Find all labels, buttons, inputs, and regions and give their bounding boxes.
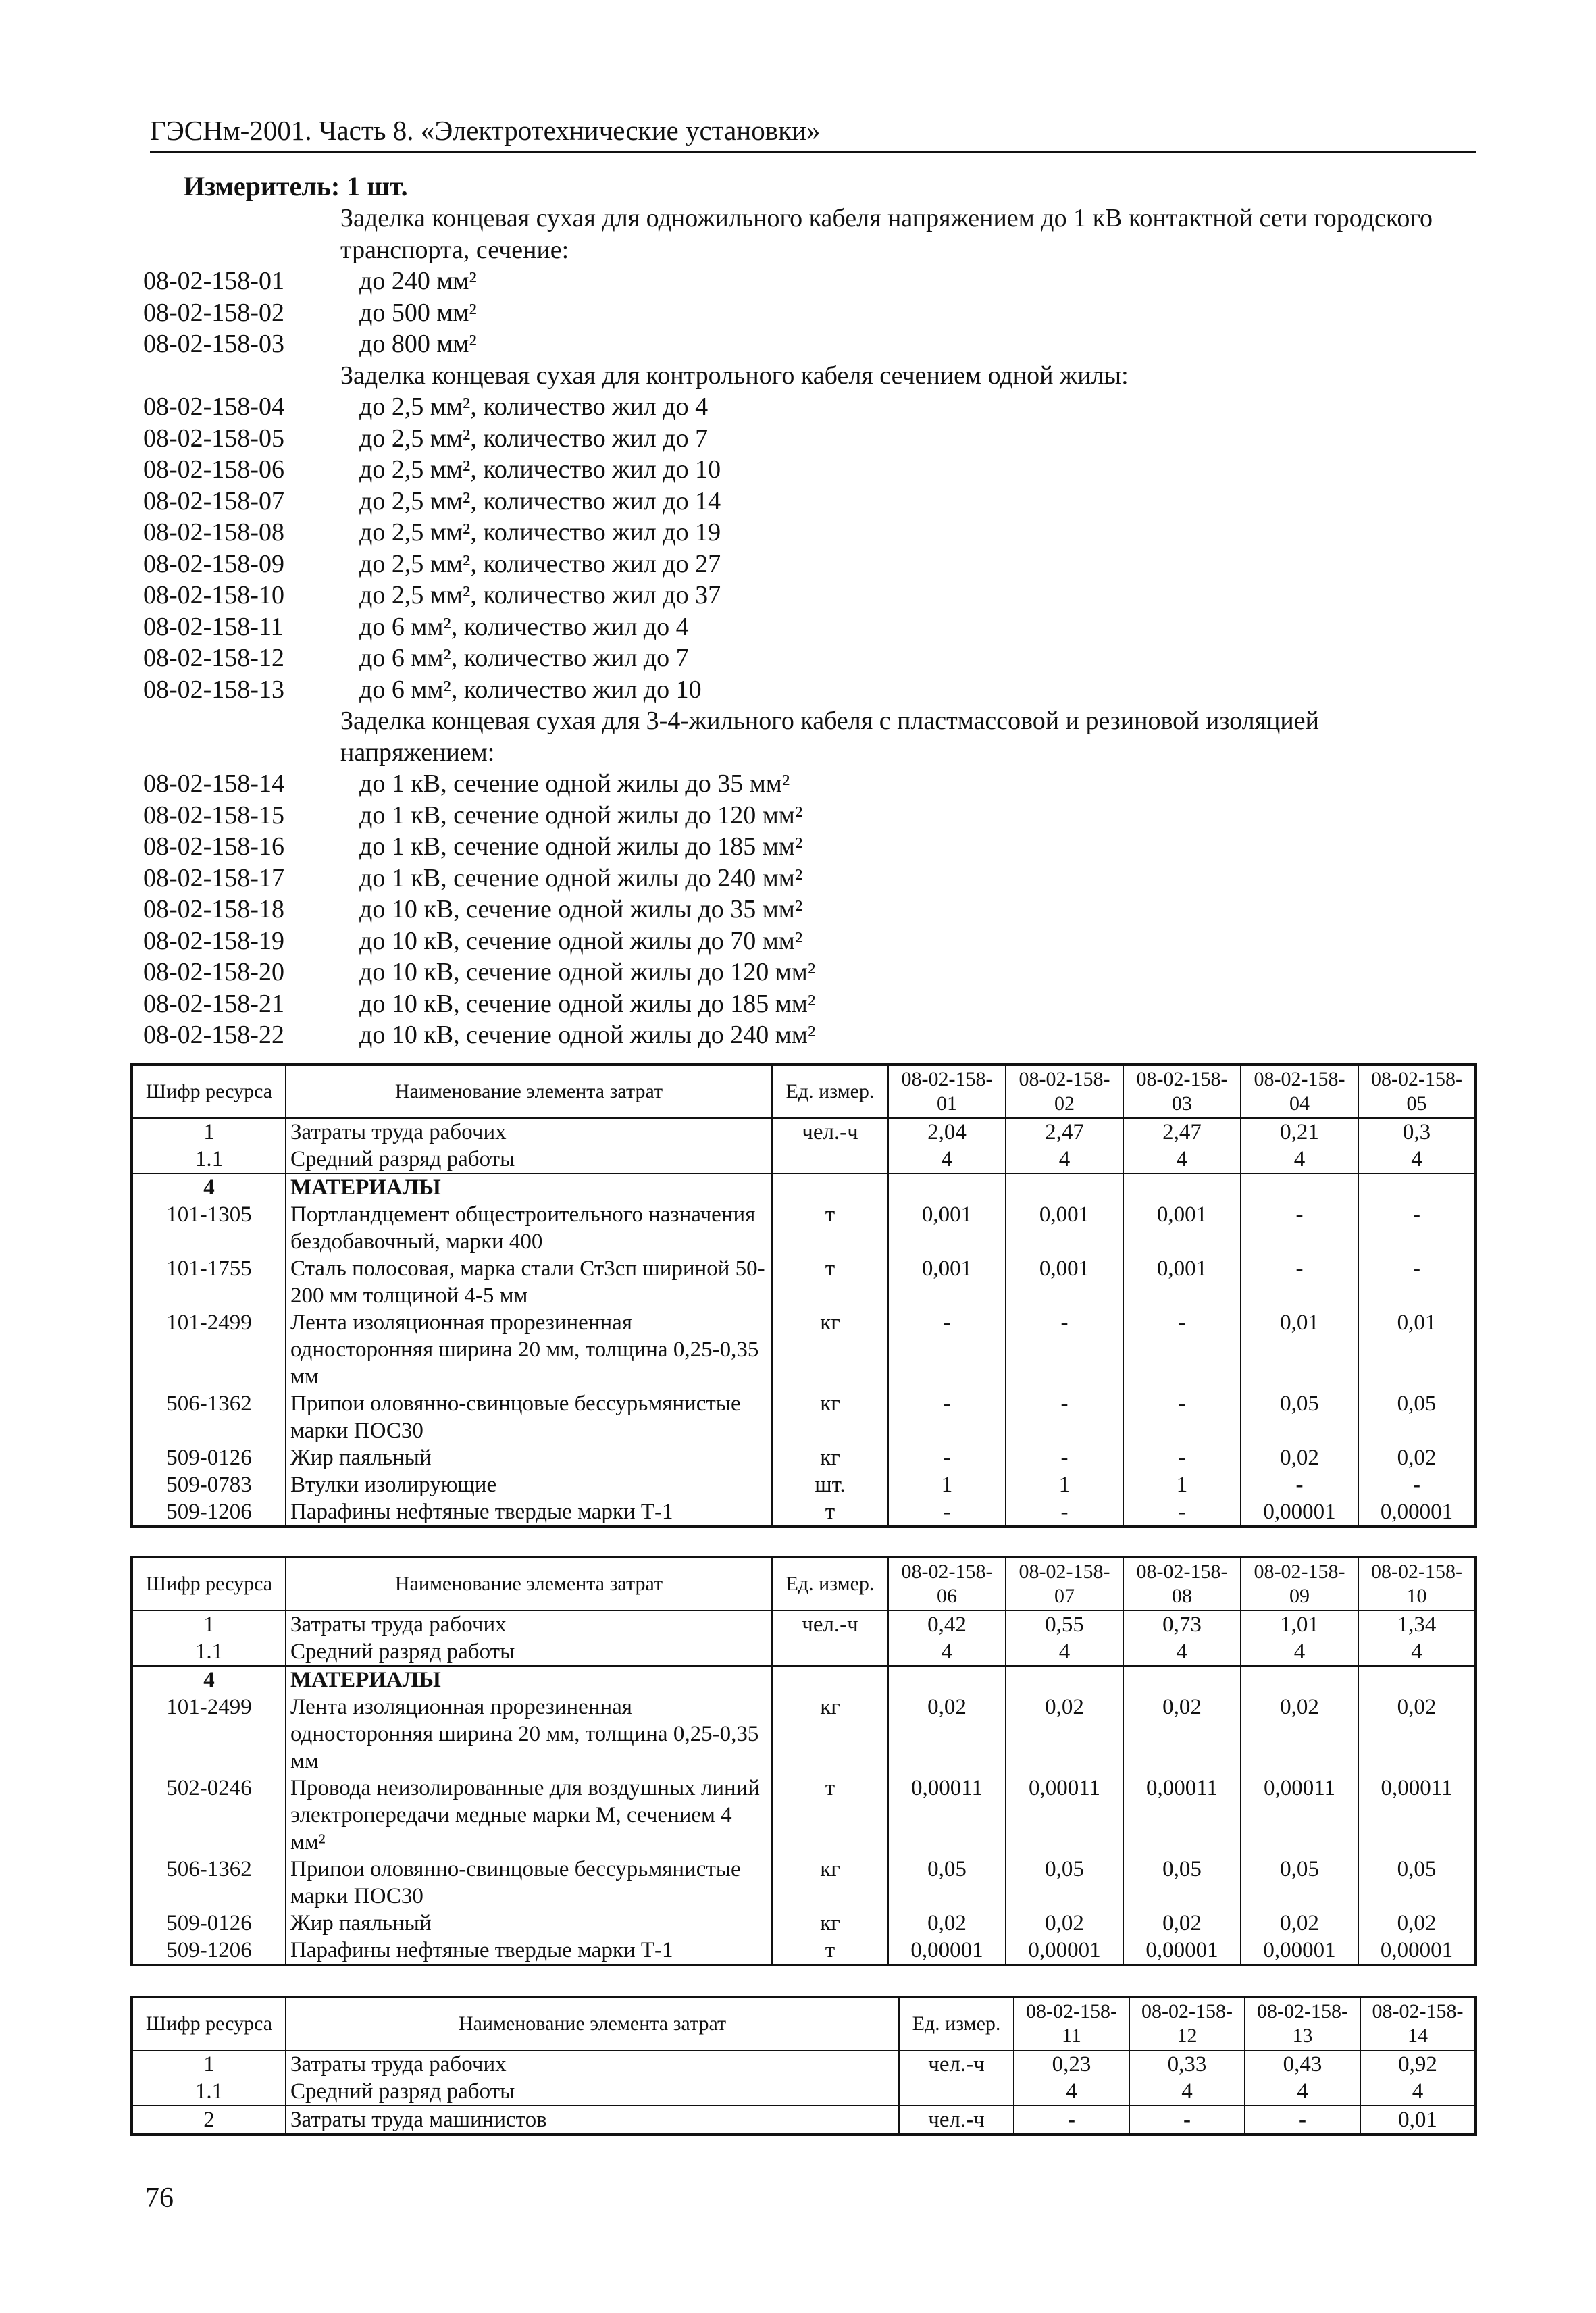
cell-value: 2,47 (1123, 1118, 1241, 1146)
cell-unit: кг (772, 1309, 888, 1390)
table-row (132, 1856, 1476, 1910)
cell-value: 4 (888, 1638, 1006, 1666)
cell-code: 1 (132, 1610, 286, 1638)
cell-unit: кг (772, 1444, 888, 1471)
header-unit: Ед. измер. (772, 1557, 888, 1610)
table-row (132, 1173, 1476, 1201)
spec-code: 08-02-158-16 (143, 832, 284, 861)
spec-code: 08-02-158-19 (143, 926, 284, 955)
cell-value: 0,23 (1014, 2050, 1129, 2078)
cell-unit: т (772, 1498, 888, 1527)
cell-value: 0,21 (1241, 1118, 1358, 1146)
spec-description: до 2,5 мм², количество жил до 10 (359, 455, 721, 484)
cell-name: Втулки изолирующие (286, 1471, 772, 1498)
spec-code: 08-02-158-08 (143, 518, 284, 547)
cell-code: 4 (132, 1666, 286, 1694)
cell-value: 0,05 (888, 1856, 1006, 1910)
cell-name: Парафины нефтяные твердые марки Т-1 (286, 1498, 772, 1527)
table-row (132, 1118, 1476, 1146)
cell-unit: чел.-ч (899, 2050, 1014, 2078)
spec-description: до 6 мм², количество жил до 4 (359, 612, 689, 641)
spec-description: до 1 кВ, сечение одной жилы до 35 мм² (359, 769, 790, 798)
table-row (132, 1610, 1476, 1638)
cell-name: Провода неизолированные для воздушных линий электропередачи медные марки М, сечением 4 мм² (286, 1775, 772, 1856)
cell-value: 0,01 (1358, 1309, 1476, 1390)
cell-name: Припои оловянно-свинцовые бессурьмянистые марки ПОС30 (286, 1390, 772, 1444)
spec-description: до 10 кВ, сечение одной жилы до 185 мм² (359, 989, 816, 1018)
resource-table-2 (130, 1556, 1477, 1966)
cell-value: 4 (1123, 1146, 1241, 1173)
cell-value: 4 (1241, 1146, 1358, 1173)
cell-value: 0,00001 (888, 1937, 1006, 1965)
table-row (132, 1694, 1476, 1775)
cell-value: 0,05 (1241, 1856, 1358, 1910)
cell-unit: т (772, 1775, 888, 1856)
spec-description: до 800 мм² (359, 330, 477, 358)
cell-code: 1.1 (132, 1146, 286, 1173)
cell-name: Затраты труда рабочих (286, 2050, 899, 2078)
spec-code: 08-02-158-11 (143, 612, 284, 641)
cell-unit: т (772, 1937, 888, 1965)
spec-description: до 1 кВ, сечение одной жилы до 120 мм² (359, 800, 803, 830)
spec-code: 08-02-158-04 (143, 392, 284, 421)
header-code: Шифр ресурса (132, 1557, 286, 1610)
table-row (132, 1638, 1476, 1666)
spec-item (143, 674, 1467, 706)
header-code: Шифр ресурса (132, 1065, 286, 1118)
spec-item (143, 423, 1467, 455)
specification-list (143, 203, 1467, 1051)
cell-value: - (1123, 1390, 1241, 1444)
cell-value: 4 (1014, 2078, 1129, 2106)
cell-name: Лента изоляционная прорезиненная односторонняя ширина 20 мм, толщина 0,25-0,35 мм (286, 1309, 772, 1390)
cell-value (1006, 1666, 1123, 1694)
spec-code: 08-02-158-15 (143, 800, 284, 830)
table-row (132, 1309, 1476, 1390)
cell-value: 0,02 (1123, 1910, 1241, 1937)
cell-value: 0,00011 (1241, 1775, 1358, 1856)
table-row (132, 2106, 1476, 2135)
spec-description: до 6 мм², количество жил до 7 (359, 644, 689, 672)
cell-unit: чел.-ч (899, 2106, 1014, 2135)
cell-value: - (888, 1390, 1006, 1444)
spec-description: до 2,5 мм², количество жил до 14 (359, 486, 721, 515)
cell-value (1123, 1173, 1241, 1201)
table-row (132, 1937, 1476, 1965)
table-row (132, 2078, 1476, 2106)
spec-item (143, 831, 1467, 863)
cell-value: 0,00001 (1241, 1937, 1358, 1965)
spec-code: 08-02-158-12 (143, 644, 284, 672)
cell-value: 0,02 (1006, 1910, 1123, 1937)
spec-item (143, 863, 1467, 894)
spec-item (143, 800, 1467, 832)
cell-value: - (1358, 1471, 1476, 1498)
cell-value: 0,02 (1241, 1444, 1358, 1471)
table-row (132, 1390, 1476, 1444)
cell-unit: чел.-ч (772, 1118, 888, 1146)
cell-value: 0,02 (1358, 1694, 1476, 1775)
spec-item (143, 894, 1467, 925)
cell-name: Средний разряд работы (286, 1146, 772, 1173)
header-norm-code: 08-02-158-09 (1241, 1557, 1358, 1610)
cell-value: 4 (1360, 2078, 1476, 2106)
cell-value (1241, 1173, 1358, 1201)
header-norm-code: 08-02-158-10 (1358, 1557, 1476, 1610)
spec-item (143, 391, 1467, 423)
spec-code: 08-02-158-17 (143, 863, 284, 892)
header-norm-code: 08-02-158-11 (1014, 1997, 1129, 2050)
header-norm-code: 08-02-158-05 (1358, 1065, 1476, 1118)
header-norm-code: 08-02-158-12 (1129, 1997, 1245, 2050)
spec-code: 08-02-158-14 (143, 769, 284, 798)
cell-value: 4 (1006, 1146, 1123, 1173)
spec-item (143, 265, 1467, 297)
cell-value: 4 (1241, 1638, 1358, 1666)
cell-value (888, 1666, 1006, 1694)
cell-value: - (1129, 2106, 1245, 2135)
cell-value: 0,05 (1006, 1856, 1123, 1910)
spec-item (143, 988, 1467, 1020)
cell-value: 0,05 (1241, 1390, 1358, 1444)
cell-unit: кг (772, 1856, 888, 1910)
cell-unit: кг (772, 1390, 888, 1444)
spec-code: 08-02-158-09 (143, 549, 284, 578)
spec-code: 08-02-158-02 (143, 298, 284, 327)
cell-value: - (1123, 1309, 1241, 1390)
cell-unit: т (772, 1201, 888, 1255)
cell-value: 4 (1358, 1146, 1476, 1173)
spec-item (143, 580, 1467, 611)
table-header-row (132, 1997, 1476, 2050)
spec-group-heading: Заделка концевая сухая для контрольного кабеля сечением одной жилы: (340, 361, 1129, 390)
cell-name: Жир паяльный (286, 1910, 772, 1937)
cell-value (1358, 1666, 1476, 1694)
cell-value: 4 (1123, 1638, 1241, 1666)
spec-description: до 500 мм² (359, 298, 477, 327)
spec-description: до 2,5 мм², количество жил до 7 (359, 424, 709, 453)
measure-unit: Измеритель: 1 шт. (184, 171, 408, 201)
cell-value: 0,02 (1358, 1444, 1476, 1471)
spec-item (143, 297, 1467, 329)
cell-value: 2,04 (888, 1118, 1006, 1146)
cell-code: 1 (132, 2050, 286, 2078)
spec-description: до 10 кВ, сечение одной жилы до 70 мм² (359, 926, 803, 955)
cell-value: 0,00011 (1006, 1775, 1123, 1856)
header-norm-code: 08-02-158-14 (1360, 1997, 1476, 2050)
spec-code: 08-02-158-05 (143, 424, 284, 453)
header-norm-code: 08-02-158-04 (1241, 1065, 1358, 1118)
table-row (132, 1471, 1476, 1498)
spec-code: 08-02-158-06 (143, 455, 284, 484)
cell-value: 0,05 (1123, 1856, 1241, 1910)
cell-name: Затраты труда машинистов (286, 2106, 899, 2135)
cell-value: 0,00001 (1123, 1937, 1241, 1965)
cell-unit (772, 1638, 888, 1666)
table-row (132, 1910, 1476, 1937)
cell-code: 1 (132, 1118, 286, 1146)
cell-name: МАТЕРИАЛЫ (286, 1173, 772, 1201)
cell-value: 1,01 (1241, 1610, 1358, 1638)
spec-item (143, 328, 1467, 360)
cell-value: 0,00001 (1241, 1498, 1358, 1527)
cell-value: 4 (888, 1146, 1006, 1173)
header-norm-code: 08-02-158-01 (888, 1065, 1006, 1118)
cell-code: 101-2499 (132, 1309, 286, 1390)
cell-name: Жир паяльный (286, 1444, 772, 1471)
cell-code: 509-1206 (132, 1498, 286, 1527)
cell-value: 0,00001 (1358, 1937, 1476, 1965)
spec-description: до 2,5 мм², количество жил до 27 (359, 549, 721, 578)
cell-code: 506-1362 (132, 1390, 286, 1444)
cell-code: 509-1206 (132, 1937, 286, 1965)
cell-value: 0,02 (1241, 1910, 1358, 1937)
spec-item (143, 768, 1467, 800)
cell-value: 1 (1006, 1471, 1123, 1498)
cell-value: 0,00011 (1123, 1775, 1241, 1856)
cell-value: - (1006, 1498, 1123, 1527)
spec-item (143, 549, 1467, 580)
cell-value: 0,001 (1123, 1201, 1241, 1255)
header-norm-code: 08-02-158-06 (888, 1557, 1006, 1610)
cell-value: 0,55 (1006, 1610, 1123, 1638)
cell-unit (772, 1666, 888, 1694)
cell-value: 2,47 (1006, 1118, 1123, 1146)
cell-value: - (1358, 1201, 1476, 1255)
cell-value: 0,01 (1360, 2106, 1476, 2135)
table-row (132, 1201, 1476, 1255)
table-header-row (132, 1065, 1476, 1118)
spec-code: 08-02-158-22 (143, 1021, 284, 1049)
cell-value: 0,42 (888, 1610, 1006, 1638)
spec-description: до 240 мм² (359, 267, 477, 295)
header-name: Наименование элемента затрат (286, 1557, 772, 1610)
cell-value: 0,001 (1006, 1255, 1123, 1309)
cell-value: - (1123, 1444, 1241, 1471)
cell-value: 0,001 (888, 1201, 1006, 1255)
cell-value: - (1006, 1444, 1123, 1471)
header-name: Наименование элемента затрат (286, 1065, 772, 1118)
spec-item (143, 925, 1467, 957)
cell-code: 509-0783 (132, 1471, 286, 1498)
cell-code: 1.1 (132, 2078, 286, 2106)
cell-name: Припои оловянно-свинцовые бессурьмянистые марки ПОС30 (286, 1856, 772, 1910)
cell-name: Сталь полосовая, марка стали Ст3сп шириной 50-200 мм толщиной 4-5 мм (286, 1255, 772, 1309)
cell-name: МАТЕРИАЛЫ (286, 1666, 772, 1694)
cell-value: - (888, 1309, 1006, 1390)
cell-value (888, 1173, 1006, 1201)
spec-description: до 6 мм², количество жил до 10 (359, 675, 702, 704)
cell-value: 0,3 (1358, 1118, 1476, 1146)
spec-code: 08-02-158-18 (143, 895, 284, 923)
cell-code: 101-2499 (132, 1694, 286, 1775)
cell-value: 4 (1358, 1638, 1476, 1666)
cell-name: Средний разряд работы (286, 2078, 899, 2106)
spec-description: до 2,5 мм², количество жил до 4 (359, 392, 709, 421)
cell-value: 1 (888, 1471, 1006, 1498)
cell-code: 506-1362 (132, 1856, 286, 1910)
cell-name: Парафины нефтяные твердые марки Т-1 (286, 1937, 772, 1965)
cell-value: 0,00011 (888, 1775, 1006, 1856)
cell-value: - (1014, 2106, 1129, 2135)
header-norm-code: 08-02-158-08 (1123, 1557, 1241, 1610)
cell-value: 0,43 (1245, 2050, 1360, 2078)
cell-value: 0,02 (1358, 1910, 1476, 1937)
header-norm-code: 08-02-158-03 (1123, 1065, 1241, 1118)
header-unit: Ед. измер. (899, 1997, 1014, 2050)
cell-code: 509-0126 (132, 1910, 286, 1937)
header-norm-code: 08-02-158-13 (1245, 1997, 1360, 2050)
spec-item (143, 517, 1467, 549)
cell-value: 0,001 (1006, 1201, 1123, 1255)
table-header-row (132, 1557, 1476, 1610)
cell-value (1358, 1173, 1476, 1201)
table-row (132, 1255, 1476, 1309)
spec-description: до 10 кВ, сечение одной жилы до 35 мм² (359, 895, 803, 923)
spec-item (143, 611, 1467, 643)
cell-value (1006, 1173, 1123, 1201)
cell-value: - (1241, 1471, 1358, 1498)
resource-table-1 (130, 1063, 1477, 1528)
header-unit: Ед. измер. (772, 1065, 888, 1118)
cell-value: 0,33 (1129, 2050, 1245, 2078)
cell-value: 4 (1129, 2078, 1245, 2106)
cell-value: 0,001 (888, 1255, 1006, 1309)
header-name: Наименование элемента затрат (286, 1997, 899, 2050)
table-row (132, 1666, 1476, 1694)
cell-code: 502-0246 (132, 1775, 286, 1856)
cell-value (1123, 1666, 1241, 1694)
spec-item (143, 486, 1467, 517)
table-row (132, 1775, 1476, 1856)
cell-code: 509-0126 (132, 1444, 286, 1471)
cell-unit: шт. (772, 1471, 888, 1498)
spec-description: до 1 кВ, сечение одной жилы до 240 мм² (359, 863, 803, 892)
cell-value: 4 (1245, 2078, 1360, 2106)
table-row (132, 1498, 1476, 1527)
header-norm-code: 08-02-158-07 (1006, 1557, 1123, 1610)
cell-value: - (888, 1498, 1006, 1527)
cell-value: - (1245, 2106, 1360, 2135)
table-row (132, 1444, 1476, 1471)
spec-description: до 2,5 мм², количество жил до 19 (359, 518, 721, 547)
cell-value: 0,00011 (1358, 1775, 1476, 1856)
cell-value: 0,00001 (1006, 1937, 1123, 1965)
spec-code: 08-02-158-10 (143, 581, 284, 609)
cell-value: - (1241, 1201, 1358, 1255)
cell-value: 0,05 (1358, 1856, 1476, 1910)
header-norm-code: 08-02-158-02 (1006, 1065, 1123, 1118)
cell-name: Затраты труда рабочих (286, 1610, 772, 1638)
cell-value: 0,001 (1123, 1255, 1241, 1309)
spec-code: 08-02-158-21 (143, 989, 284, 1018)
cell-value: 0,05 (1358, 1390, 1476, 1444)
cell-unit: чел.-ч (772, 1610, 888, 1638)
table-row (132, 1146, 1476, 1173)
cell-name: Затраты труда рабочих (286, 1118, 772, 1146)
cell-unit (772, 1146, 888, 1173)
cell-value: - (1006, 1390, 1123, 1444)
cell-unit: кг (772, 1910, 888, 1937)
cell-name: Средний разряд работы (286, 1638, 772, 1666)
cell-value: 0,02 (888, 1910, 1006, 1937)
cell-value: 0,02 (888, 1694, 1006, 1775)
cell-value: - (1241, 1255, 1358, 1309)
spec-description: до 1 кВ, сечение одной жилы до 185 мм² (359, 832, 803, 861)
spec-item (143, 1019, 1467, 1051)
cell-value: 1,34 (1358, 1610, 1476, 1638)
cell-name: Портландцемент общестроительного назначения бездобавочный, марки 400 (286, 1201, 772, 1255)
cell-value: 0,01 (1241, 1309, 1358, 1390)
spec-item (143, 957, 1467, 988)
cell-value: - (1123, 1498, 1241, 1527)
cell-name: Лента изоляционная прорезиненная односторонняя ширина 20 мм, толщина 0,25-0,35 мм (286, 1694, 772, 1775)
cell-value: 0,02 (1241, 1694, 1358, 1775)
cell-unit (899, 2078, 1014, 2106)
spec-group-heading: Заделка концевая сухая для одножильного кабеля напряжением до 1 кВ контактной сети городского транспорта, сечение: (340, 204, 1433, 264)
resource-table-3 (130, 1996, 1477, 2136)
cell-value: 0,02 (1123, 1694, 1241, 1775)
cell-value: - (1006, 1309, 1123, 1390)
spec-description: до 10 кВ, сечение одной жилы до 240 мм² (359, 1021, 816, 1049)
cell-value: - (888, 1444, 1006, 1471)
cell-code: 2 (132, 2106, 286, 2135)
cell-value: 0,02 (1006, 1694, 1123, 1775)
spec-code: 08-02-158-13 (143, 675, 284, 704)
spec-item (143, 642, 1467, 674)
spec-code: 08-02-158-20 (143, 958, 284, 986)
cell-value: 1 (1123, 1471, 1241, 1498)
page-header: ГЭСНм-2001. Часть 8. «Электротехнические установки» (150, 113, 1476, 153)
cell-unit (772, 1173, 888, 1201)
spec-code: 08-02-158-03 (143, 330, 284, 358)
cell-value: - (1358, 1255, 1476, 1309)
spec-item (143, 454, 1467, 486)
cell-code: 1.1 (132, 1638, 286, 1666)
spec-code: 08-02-158-07 (143, 486, 284, 515)
table-row (132, 2050, 1476, 2078)
cell-value: 0,00001 (1358, 1498, 1476, 1527)
cell-code: 101-1755 (132, 1255, 286, 1309)
spec-group-heading: Заделка концевая сухая для 3-4-жильного кабеля с пластмассовой и резиновой изоляцией напряжением: (340, 707, 1319, 767)
spec-description: до 2,5 мм², количество жил до 37 (359, 581, 721, 609)
cell-value: 0,92 (1360, 2050, 1476, 2078)
cell-unit: т (772, 1255, 888, 1309)
cell-code: 101-1305 (132, 1201, 286, 1255)
spec-code: 08-02-158-01 (143, 267, 284, 295)
spec-description: до 10 кВ, сечение одной жилы до 120 мм² (359, 958, 816, 986)
page-number: 76 (145, 2183, 174, 2214)
cell-value: 0,73 (1123, 1610, 1241, 1638)
cell-code: 4 (132, 1173, 286, 1201)
cell-value: 4 (1006, 1638, 1123, 1666)
header-code: Шифр ресурса (132, 1997, 286, 2050)
cell-value (1241, 1666, 1358, 1694)
cell-unit: кг (772, 1694, 888, 1775)
